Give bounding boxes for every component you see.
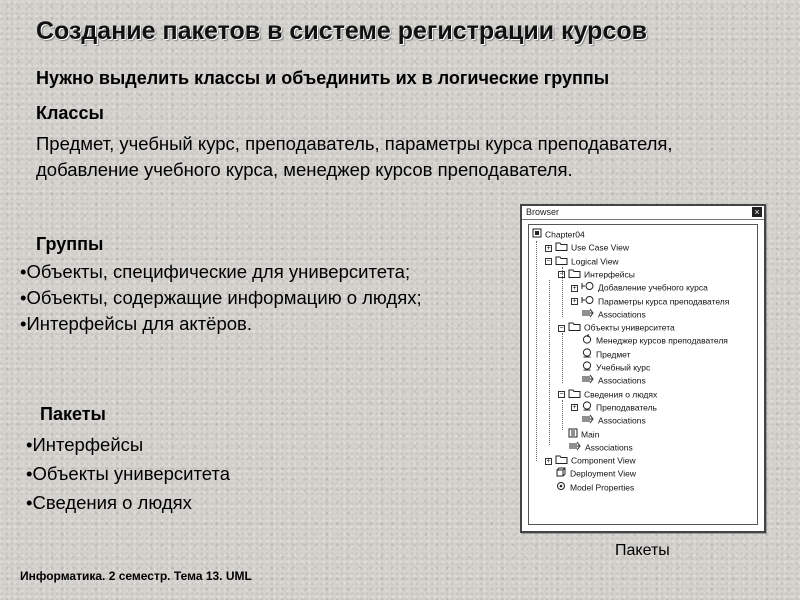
group-item: •Объекты, содержащие информацию о людях; bbox=[20, 287, 422, 308]
expand-icon[interactable]: + bbox=[546, 244, 551, 252]
deployment-icon bbox=[555, 467, 567, 481]
tree-item-label: Use Case View bbox=[571, 242, 629, 253]
collapse-icon[interactable]: − bbox=[559, 324, 564, 332]
slide-title: Создание пакетов в системе регистрации курсов bbox=[36, 17, 647, 45]
tree-item[interactable] bbox=[558, 441, 633, 454]
tree-item-label: Deployment View bbox=[570, 468, 636, 479]
collapse-icon[interactable]: − bbox=[559, 271, 564, 279]
tree-item-label: Преподаватель bbox=[596, 402, 657, 413]
boundary-class-icon bbox=[581, 281, 595, 295]
model-icon bbox=[532, 228, 542, 242]
browser-titlebar[interactable] bbox=[522, 206, 764, 220]
expand-icon[interactable]: + bbox=[572, 298, 577, 305]
group-item: •Объекты, специфические для университета; bbox=[20, 261, 411, 282]
slide-subtitle: Нужно выделить классы и объединить их в логические группы bbox=[36, 68, 610, 88]
tree-item[interactable] bbox=[558, 428, 599, 441]
tree-item-label: Менеджер курсов преподавателя bbox=[596, 335, 728, 346]
tree-item-label: Интерфейсы bbox=[584, 269, 635, 280]
tree-item[interactable] bbox=[571, 361, 650, 374]
tree-item[interactable] bbox=[532, 228, 585, 241]
packages-list bbox=[26, 430, 230, 517]
boundary-class-icon bbox=[581, 295, 595, 309]
tree-guide-line bbox=[562, 333, 563, 383]
footer-text: Информатика. 2 семестр. Тема 13. UML bbox=[20, 569, 252, 583]
associations-icon bbox=[581, 308, 595, 322]
collapse-icon[interactable]: − bbox=[546, 258, 551, 266]
collapse-icon[interactable]: − bbox=[559, 391, 564, 399]
tree-item-label: Добавление учебного курса bbox=[598, 282, 708, 293]
associations-icon bbox=[568, 441, 582, 455]
tree-item-label: Model Properties bbox=[570, 481, 635, 492]
browser-window bbox=[520, 204, 766, 533]
expand-icon[interactable]: + bbox=[546, 457, 551, 465]
control-class-icon bbox=[581, 334, 593, 348]
properties-icon bbox=[555, 481, 567, 495]
package-item: •Объекты университета bbox=[26, 463, 230, 484]
entity-class-icon bbox=[581, 401, 593, 415]
folder-icon bbox=[568, 268, 581, 282]
tree-guide-line bbox=[562, 400, 563, 430]
folder-icon bbox=[568, 388, 581, 402]
browser-title: Browser bbox=[526, 207, 560, 217]
tree-guide-line bbox=[549, 280, 550, 445]
diagram-icon bbox=[568, 428, 578, 442]
entity-class-icon bbox=[581, 348, 593, 362]
package-item: •Интерфейсы bbox=[26, 434, 144, 455]
tree-item-label: Associations bbox=[585, 442, 633, 453]
close-button[interactable]: × bbox=[752, 207, 762, 217]
tree-item[interactable] bbox=[571, 281, 708, 294]
groups-list bbox=[18, 259, 438, 337]
entity-class-icon bbox=[581, 361, 593, 375]
tree-item-label: Объекты университета bbox=[584, 322, 675, 333]
folder-icon bbox=[555, 454, 568, 468]
package-item: •Сведения о людях bbox=[26, 492, 192, 513]
expand-icon[interactable]: + bbox=[572, 404, 577, 412]
tree-item-label: Associations bbox=[598, 375, 646, 386]
tree-item[interactable] bbox=[545, 467, 636, 480]
tree-item[interactable] bbox=[571, 308, 646, 321]
tree-item[interactable] bbox=[545, 454, 636, 467]
packages-heading: Пакеты bbox=[40, 404, 106, 424]
tree-item[interactable] bbox=[571, 401, 657, 414]
tree-item[interactable] bbox=[571, 295, 729, 308]
tree-item-label: Associations bbox=[598, 415, 646, 426]
tree-item-label: Chapter04 bbox=[545, 229, 585, 240]
tree-item-label: Component View bbox=[571, 455, 636, 466]
folder-icon bbox=[568, 321, 581, 335]
tree-item[interactable] bbox=[558, 268, 635, 281]
classes-text: Предмет, учебный курс, преподаватель, параметры курса преподавателя, добавление учебного курса, менеджер курсов преподавателя. bbox=[36, 133, 673, 180]
associations-icon bbox=[581, 414, 595, 428]
tree-item[interactable] bbox=[571, 414, 646, 427]
associations-icon bbox=[581, 374, 595, 388]
tree-item-label: Предмет bbox=[596, 348, 631, 359]
tree-item-label: Logical View bbox=[571, 255, 619, 266]
tree-item[interactable] bbox=[571, 334, 728, 347]
tree-item[interactable] bbox=[545, 481, 634, 494]
figure-caption: Пакеты bbox=[615, 542, 670, 559]
folder-icon bbox=[555, 241, 568, 255]
tree-item[interactable] bbox=[571, 374, 646, 387]
groups-heading: Группы bbox=[36, 234, 104, 254]
tree-item[interactable] bbox=[545, 255, 619, 268]
tree-item[interactable] bbox=[545, 241, 629, 254]
tree-item-label: Учебный курс bbox=[596, 362, 651, 373]
tree-guide-line bbox=[562, 267, 563, 317]
tree-item-label: Параметры курса преподавателя bbox=[598, 295, 730, 306]
tree-item[interactable] bbox=[558, 388, 657, 401]
tree-guide-line bbox=[536, 241, 537, 461]
tree-item[interactable] bbox=[571, 348, 631, 361]
group-item: •Интерфейсы для актёров. bbox=[20, 313, 253, 334]
tree-item-label: Сведения о людях bbox=[584, 388, 658, 399]
expand-icon[interactable]: + bbox=[572, 284, 577, 292]
tree-item-label: Associations bbox=[598, 309, 646, 320]
browser-tree[interactable] bbox=[528, 224, 758, 525]
classes-heading: Классы bbox=[36, 103, 104, 123]
tree-item-label: Main bbox=[581, 428, 600, 439]
tree-item[interactable] bbox=[558, 321, 675, 334]
